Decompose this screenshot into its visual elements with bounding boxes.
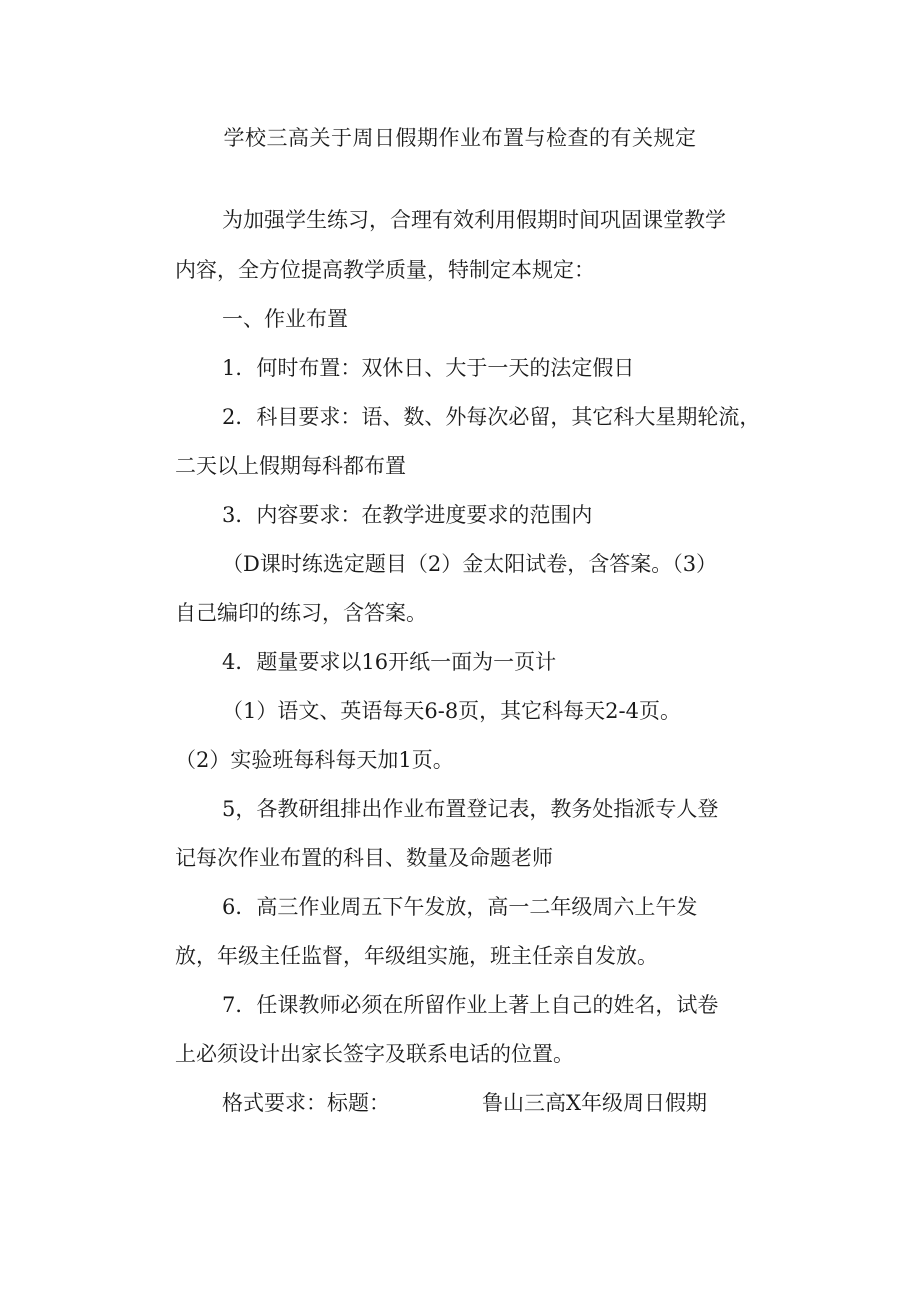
item-1: 1．何时布置：双休日、大于一天的法定假日 <box>222 356 635 380</box>
intro-line-2: 内容，全方位提高教学质量，特制定本规定： <box>175 258 595 282</box>
section-heading: 一、作业布置 <box>222 307 348 331</box>
intro-line-1: 为加强学生练习，合理有效利用假期时间巩固课堂教学 <box>222 208 726 232</box>
item-2-line-1: 2．科目要求：语、数、外每次必留，其它科大星期轮流， <box>222 405 761 429</box>
item-3: 3．内容要求：在教学进度要求的范围内 <box>222 503 593 527</box>
item-4: 4．题量要求以16开纸一面为一页计 <box>222 650 557 674</box>
format-value: 鲁山三高X年级周日假期 <box>482 1091 707 1115</box>
item-2-line-2: 二天以上假期每科都布置 <box>175 454 406 478</box>
item-7-line-2: 上必须设计出家长签字及联系电话的位置。 <box>175 1042 574 1066</box>
item-5-line-2: 记每次作业布置的科目、数量及命题老师 <box>175 846 553 870</box>
item-3-detail-line-1: （D课时练选定题目（2）金太阳试卷，含答案。（3） <box>222 552 718 576</box>
item-6-line-2: 放，年级主任监督，年级组实施，班主任亲自发放。 <box>175 944 658 968</box>
item-5-line-1: 5，各教研组排出作业布置登记表，教务处指派专人登 <box>222 797 719 821</box>
item-6-line-1: 6．高三作业周五下午发放，高一二年级周六上午发 <box>222 895 698 919</box>
item-4-detail-line-1: （1）语文、英语每天6-8页，其它科每天2-4页。 <box>222 699 681 723</box>
item-3-detail-line-2: 自己编印的练习，含答案。 <box>175 601 427 625</box>
item-7-line-1: 7．任课教师必须在所留作业上著上自己的姓名，试卷 <box>222 993 719 1017</box>
format-label: 格式要求：标题： <box>222 1091 390 1115</box>
item-4-detail-line-2: （2）实验班每科每天加1页。 <box>175 748 454 772</box>
document-title: 学校三高关于周日假期作业布置与检查的有关规定 <box>223 126 697 150</box>
